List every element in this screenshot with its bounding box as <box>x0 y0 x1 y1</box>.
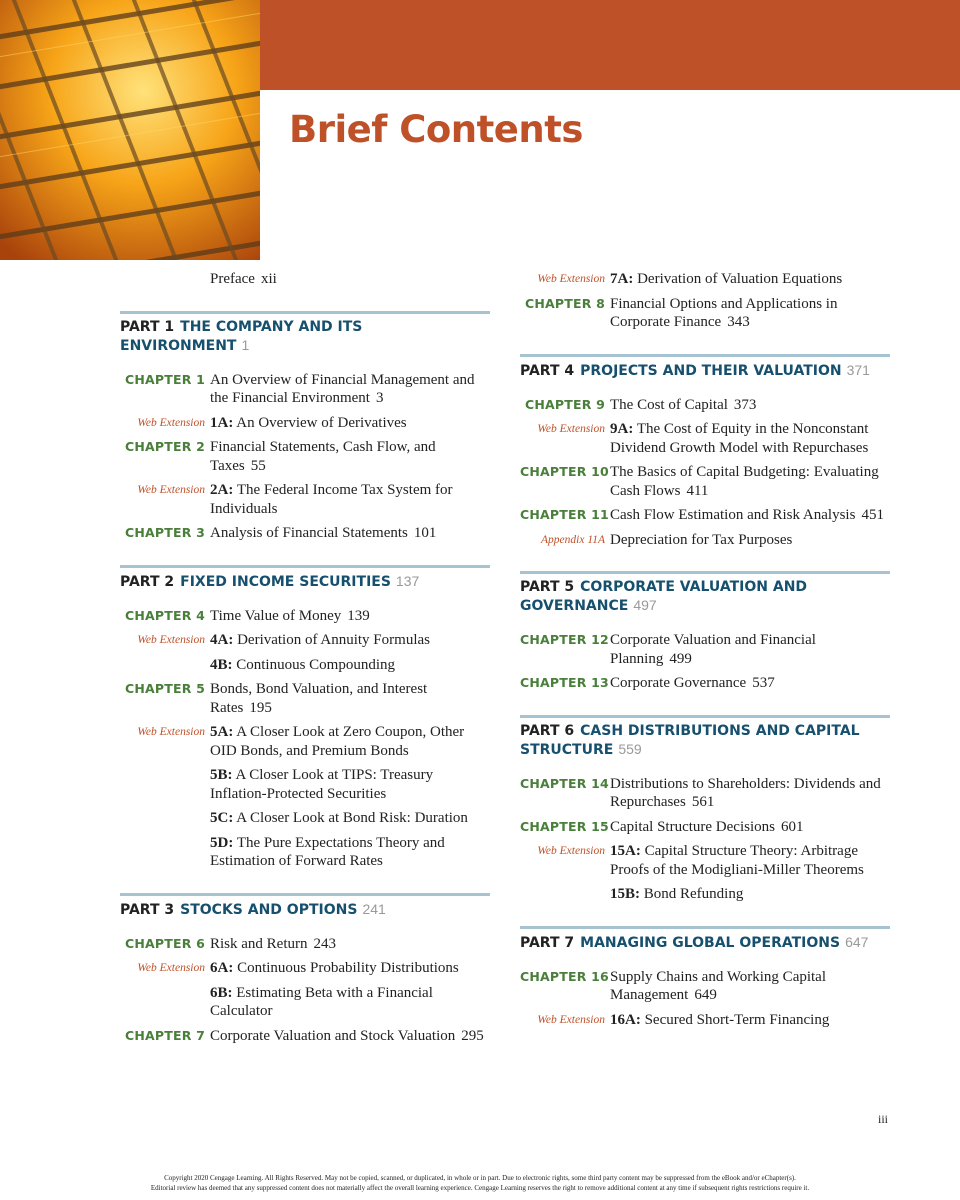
entry-title: Cash Flow Estimation and Risk Analysis <box>610 507 856 523</box>
entry-title: Risk and Return <box>210 935 308 952</box>
entry-title: An Overview of Derivatives <box>236 414 407 431</box>
entry-title: Secured Short-Term Financing <box>644 1011 830 1028</box>
entry-code: 6A: <box>210 960 234 976</box>
extension-entry[interactable] <box>120 656 490 675</box>
chapter-entry[interactable] <box>120 680 490 717</box>
part-title: CASH DISTRIBUTIONS AND CAPITAL STRUCTURE <box>520 722 860 758</box>
extension-entry[interactable] <box>120 414 490 433</box>
extension-entry[interactable] <box>520 842 890 879</box>
entry-code: 15A: <box>610 843 641 859</box>
entry-text <box>210 631 490 650</box>
entry-title: Financial Options and Applications in Corporate Finance <box>610 295 838 330</box>
chapter-label: CHAPTER 3 <box>124 525 205 540</box>
entry-text <box>210 371 490 408</box>
entry-code: 5D: <box>210 834 234 851</box>
entry-code: 5C: <box>210 810 234 826</box>
extension-label: Web Extension <box>137 726 205 738</box>
chapter-label: CHAPTER 15 <box>520 818 609 834</box>
extension-label: Web Extension <box>137 416 205 429</box>
chapter-label: CHAPTER 8 <box>524 295 605 311</box>
entry-text <box>210 984 490 1021</box>
entry-text <box>210 935 490 954</box>
entry-text <box>610 270 890 289</box>
extension-entry[interactable] <box>520 531 890 550</box>
entry-text <box>210 438 490 475</box>
extension-label: Appendix 11A <box>541 533 605 546</box>
extension-label <box>120 984 210 1021</box>
entry-title: Distributions to Shareholders: Dividends and Repurchases <box>610 775 881 810</box>
entry-title: Continuous Compounding <box>236 656 396 673</box>
extension-label: Web Extension <box>137 484 205 496</box>
chapter-entry[interactable] <box>120 607 490 626</box>
entry-title: Bonds, Bond Valuation, and Interest Rates <box>210 681 428 716</box>
header-bar <box>260 0 960 90</box>
extension-entry[interactable] <box>120 631 490 650</box>
extension-entry[interactable] <box>120 766 490 803</box>
chapter-label: CHAPTER 16 <box>520 968 609 984</box>
entry-title: Capital Structure Decisions <box>610 818 775 835</box>
part-page: 137 <box>395 572 420 589</box>
extension-label <box>520 885 610 904</box>
entry-code: 4A: <box>210 632 234 648</box>
entry-text <box>210 959 490 978</box>
entry-page: 295 <box>461 1027 484 1044</box>
entry-text <box>610 531 890 550</box>
chapter-entry[interactable] <box>520 631 890 668</box>
copyright-line-1: Copyright 2020 Cengage Learning. All Rights Reserved. May not be copied, scanned, or duplicated, in whole or in part. Due to electronic rights, some third party content may be suppressed from the eBook and/or eChapter(s). <box>164 1174 796 1182</box>
entry-text <box>610 463 890 500</box>
part-heading[interactable] <box>520 926 890 952</box>
chapter-label: CHAPTER 6 <box>124 935 205 951</box>
entry-text <box>610 295 890 332</box>
entry-page: 195 <box>249 699 272 716</box>
entry-page: 55 <box>250 457 266 474</box>
entry-title: A Closer Look at Bond Risk: Duration <box>236 810 468 826</box>
part-number: PART 7 <box>520 934 575 951</box>
part-number: PART 5 <box>520 579 575 595</box>
entry-code: 4B: <box>210 656 233 673</box>
extension-label: Web Extension <box>537 423 605 435</box>
chapter-entry[interactable] <box>520 295 890 332</box>
extension-entry[interactable] <box>120 984 490 1021</box>
part-number: PART 1 <box>120 318 175 335</box>
entry-code: 6B: <box>210 984 233 1001</box>
part-heading[interactable] <box>520 571 890 615</box>
entry-title: Corporate Valuation and Stock Valuation <box>210 1027 456 1044</box>
entry-text <box>210 834 490 871</box>
page-title: Brief Contents <box>289 108 583 151</box>
extension-entry[interactable] <box>520 1011 890 1030</box>
entry-title: The Basics of Capital Budgeting: Evaluating Cash Flows <box>610 464 879 499</box>
entry-title: The Federal Income Tax System for Individuals <box>210 482 453 517</box>
entry-code: 9A: <box>610 421 634 437</box>
entry-text <box>210 723 490 760</box>
chapter-entry[interactable] <box>520 968 890 1005</box>
part-page: 559 <box>618 740 642 757</box>
extension-label: Web Extension <box>537 1013 605 1026</box>
extension-entry[interactable] <box>120 723 490 760</box>
entry-text <box>610 818 890 837</box>
chapter-entry[interactable] <box>520 775 890 812</box>
entry-title: Corporate Valuation and Financial Planning <box>610 632 816 667</box>
extension-label: Web Extension <box>137 634 205 646</box>
part-number: PART 3 <box>120 901 175 918</box>
part-number: PART 2 <box>120 573 175 590</box>
glass-facade-image <box>0 0 260 260</box>
entry-text <box>610 885 890 904</box>
chapter-entry[interactable] <box>520 396 890 415</box>
entry-title: Financial Statements, Cash Flow, and Taxes <box>210 439 436 474</box>
part-title: MANAGING GLOBAL OPERATIONS <box>580 934 841 951</box>
entry-text <box>610 674 890 693</box>
entry-page: 561 <box>691 794 715 810</box>
entry-text <box>210 414 490 433</box>
entry-text <box>210 766 490 803</box>
preface-text: Preface <box>210 271 255 287</box>
part-number: PART 4 <box>520 362 575 379</box>
chapter-label: CHAPTER 4 <box>124 607 205 623</box>
part-heading[interactable] <box>120 565 490 591</box>
entry-page: 601 <box>780 818 804 835</box>
part-page: 497 <box>633 597 657 613</box>
entry-title: Capital Structure Theory: Arbitrage Proofs of the Modigliani-Miller Theorems <box>610 843 864 878</box>
entry-text <box>210 607 490 626</box>
part-title: THE COMPANY AND ITS ENVIRONMENT <box>120 318 363 354</box>
chapter-entry[interactable] <box>120 935 490 954</box>
entry-title: Derivation of Valuation Equations <box>637 271 843 287</box>
part-title: CORPORATE VALUATION AND GOVERNANCE <box>520 579 808 614</box>
entry-code: 5B: <box>210 767 233 783</box>
chapter-entry[interactable] <box>520 506 890 525</box>
part-heading[interactable] <box>120 893 490 919</box>
entry-code: 5A: <box>210 724 234 740</box>
contents-left-column <box>120 270 490 1051</box>
chapter-entry[interactable] <box>520 463 890 500</box>
entry-title: The Cost of Capital <box>610 396 728 413</box>
part-title: FIXED INCOME SECURITIES <box>180 573 391 590</box>
part-title: PROJECTS AND THEIR VALUATION <box>580 362 842 379</box>
chapter-entry[interactable] <box>520 674 890 693</box>
entry-page: 243 <box>313 935 336 952</box>
entry-title: Time Value of Money <box>210 607 342 624</box>
chapter-label: CHAPTER 5 <box>124 681 205 696</box>
extension-entry[interactable] <box>120 481 490 518</box>
entry-page: 411 <box>686 482 709 499</box>
entry-text <box>210 524 490 543</box>
part-page: 241 <box>362 900 386 917</box>
entry-title: Continuous Probability Distributions <box>237 960 459 976</box>
part-heading[interactable] <box>120 311 490 355</box>
entry-page: 373 <box>733 396 757 413</box>
chapter-label: CHAPTER 2 <box>124 439 205 454</box>
chapter-label: CHAPTER 1 <box>124 371 205 387</box>
extension-label <box>120 809 210 828</box>
entry-title: An Overview of Financial Management and the Financial Environment <box>210 371 475 406</box>
entry-code: 7A: <box>610 271 634 287</box>
cover-photo <box>0 0 260 260</box>
part-page: 371 <box>846 361 870 378</box>
chapter-label: CHAPTER 11 <box>520 507 609 522</box>
chapter-entry[interactable] <box>120 1027 490 1046</box>
part-title: STOCKS AND OPTIONS <box>180 901 358 918</box>
entry-title: The Cost of Equity in the Nonconstant Dividend Growth Model with Repurchases <box>610 421 869 456</box>
chapter-label: CHAPTER 7 <box>124 1027 205 1043</box>
entry-text <box>610 396 890 415</box>
part-page: 1 <box>241 336 250 353</box>
entry-text <box>610 775 890 812</box>
entry-page: 101 <box>413 525 437 541</box>
entry-text <box>210 680 490 717</box>
entry-page: 649 <box>694 987 717 1003</box>
entry-text <box>610 506 890 525</box>
entry-title: Bond Refunding <box>643 886 744 902</box>
extension-label: Web Extension <box>137 962 205 974</box>
entry-page: 537 <box>752 675 775 691</box>
chapter-label: CHAPTER 9 <box>524 396 605 412</box>
entry-page: 139 <box>347 607 370 624</box>
entry-title: Depreciation for Tax Purposes <box>610 531 793 548</box>
extension-entry[interactable] <box>520 885 890 904</box>
copyright-line-2: Editorial review has deemed that any suppressed content does not materially affect the overall learning experience. Cengage Learning reserves the right to remove additional content at any time if subsequent rights restrictions require it. <box>150 1184 810 1192</box>
part-number: PART 6 <box>520 722 575 739</box>
entry-title: The Pure Expectations Theory and Estimation of Forward Rates <box>210 834 445 869</box>
part-page: 647 <box>845 933 869 950</box>
entry-title: Supply Chains and Working Capital Management <box>610 968 827 1003</box>
extension-entry[interactable] <box>520 270 890 289</box>
entry-title: A Closer Look at Zero Coupon, Other OID Bonds, and Premium Bonds <box>210 724 465 759</box>
chapter-entry[interactable] <box>120 371 490 408</box>
entry-title: Corporate Governance <box>610 675 747 691</box>
entry-text <box>210 481 490 518</box>
extension-label <box>120 834 210 871</box>
entry-text <box>210 656 490 675</box>
entry-title: Estimating Beta with a Financial Calculator <box>210 984 433 1019</box>
entry-code: 1A: <box>210 414 234 431</box>
entry-title: Analysis of Financial Statements <box>210 525 408 541</box>
extension-entry[interactable] <box>120 834 490 871</box>
extension-entry[interactable] <box>120 959 490 978</box>
entry-text <box>610 1011 890 1030</box>
extension-label: Web Extension <box>537 845 605 857</box>
contents-right-column <box>520 270 890 1035</box>
preface-entry[interactable] <box>120 270 490 289</box>
chapter-entry[interactable] <box>120 524 490 543</box>
part-heading[interactable] <box>520 715 890 759</box>
extension-label <box>120 656 210 675</box>
extension-label <box>120 766 210 803</box>
copyright-footer <box>40 1173 920 1193</box>
entry-text <box>210 1027 490 1046</box>
extension-label: Web Extension <box>537 273 605 285</box>
extension-entry[interactable] <box>120 809 490 828</box>
entry-code: 15B: <box>610 886 640 902</box>
entry-page: 451 <box>861 507 884 523</box>
extension-entry[interactable] <box>520 420 890 457</box>
page-number: iii <box>878 1112 889 1126</box>
entry-text <box>610 968 890 1005</box>
entry-page: 343 <box>727 314 750 330</box>
entry-code: 16A: <box>610 1011 641 1028</box>
entry-title: A Closer Look at TIPS: Treasury Inflation-Protected Securities <box>210 767 434 802</box>
entry-page: 499 <box>669 650 692 667</box>
preface-page: xii <box>260 271 277 287</box>
chapter-label: CHAPTER 13 <box>520 675 609 690</box>
entry-code: 2A: <box>210 482 234 498</box>
chapter-label: CHAPTER 10 <box>520 464 609 479</box>
entry-title: Derivation of Annuity Formulas <box>237 632 430 648</box>
entry-text <box>610 631 890 668</box>
entry-text <box>610 420 890 457</box>
entry-text <box>210 809 490 828</box>
part-heading[interactable] <box>520 354 890 380</box>
entry-text <box>610 842 890 879</box>
chapter-entry[interactable] <box>120 438 490 475</box>
chapter-label: CHAPTER 14 <box>520 775 609 791</box>
chapter-label: CHAPTER 12 <box>520 632 609 647</box>
chapter-entry[interactable] <box>520 818 890 837</box>
entry-page: 3 <box>375 390 384 406</box>
